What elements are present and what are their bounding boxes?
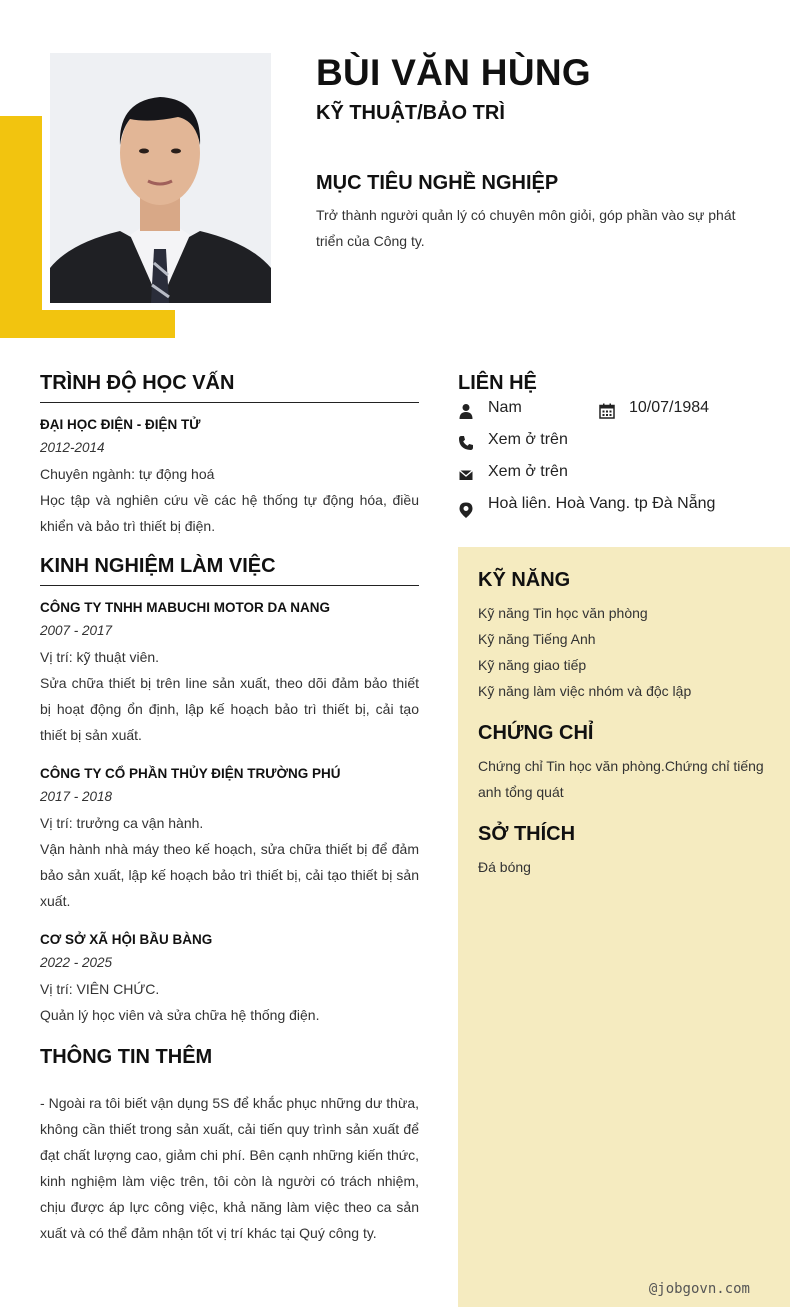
experience-role: Vị trí: VIÊN CHỨC.	[40, 981, 160, 997]
email-value: Xem ở trên	[488, 463, 568, 480]
company-name: CÔNG TY TNHH MABUCHI MOTOR DA NANG	[40, 600, 330, 615]
candidate-name: BÙI VĂN HÙNG	[316, 52, 591, 93]
location-pin-icon	[458, 501, 474, 519]
contact-row-phone	[458, 429, 790, 461]
experience-period: 2022 - 2025	[40, 955, 113, 970]
experience-role: Vị trí: kỹ thuật viên.	[40, 649, 160, 665]
sidebar-content	[478, 569, 768, 880]
person-icon	[458, 403, 474, 419]
experience-period: 2017 - 2018	[40, 789, 113, 804]
watermark: @jobgovn.com	[648, 1281, 750, 1297]
skills-heading: KỸ NĂNG	[478, 569, 571, 591]
experience-description: Vận hành nhà máy theo kế hoạch, sửa chữa thiết bị để đảm bảo sản xuất, lập kế hoạch bảo trì thiết bị, cải tạo thiết bị sản xuất.	[40, 841, 419, 909]
experience-section-header	[40, 555, 419, 586]
contact-row-email	[458, 461, 790, 493]
profile-photo	[50, 53, 271, 303]
experience-role: Vị trí: trưởng ca vận hành.	[40, 815, 204, 831]
objective-heading: MỤC TIÊU NGHỀ NGHIỆP	[316, 172, 559, 194]
school-name: ĐẠI HỌC ĐIỆN - ĐIỆN TỬ	[40, 417, 201, 432]
education-entry	[40, 415, 419, 539]
additional-text: - Ngoài ra tôi biết vận dụng 5S để khắc phục những dư thừa, không cần thiết trong sản xuất, cải tiến quy trình sản xuất để đạt chất lượng cao, giảm chi phí. Bên cạnh những kiến thức, kinh nghiệm làm việc trên, tôi còn là người có trách nhiệm, chịu được áp lực công việc, khả năng làm việc theo ca sản xuất và có thể đảm nhận tốt vị trí khác tại Quý công ty.	[40, 1095, 419, 1241]
sidebar-panel	[458, 547, 790, 1307]
contact-heading: LIÊN HỆ	[458, 372, 537, 394]
company-name: CƠ SỞ XÃ HỘI BẦU BÀNG	[40, 932, 213, 947]
skill-item: Kỹ năng Tiếng Anh	[478, 631, 596, 647]
accent-bar-horizontal	[0, 310, 175, 338]
additional-section-header	[40, 1046, 419, 1076]
calendar-icon	[599, 403, 615, 419]
experience-entry	[40, 764, 419, 914]
education-period: 2012-2014	[40, 440, 105, 455]
hobbies-text: Đá bóng	[478, 859, 531, 875]
education-section-header	[40, 372, 419, 403]
hobbies-heading: SỞ THÍCH	[478, 823, 576, 845]
gender-value: Nam	[488, 399, 522, 416]
accent-bar-vertical	[0, 116, 42, 338]
education-description: Học tập và nghiên cứu về các hệ thống tự động hóa, điều khiển và bảo trì thiết bị điện.	[40, 492, 419, 534]
experience-description: Quản lý học viên và sửa chữa hệ thống điện.	[40, 1007, 320, 1023]
experience-description: Sửa chữa thiết bị trên line sản xuất, theo dõi đảm bảo thiết bị hoạt động ổn định, lập kế hoạch bảo trì thiết bị, cải tạo thiết bị sản xuất.	[40, 675, 419, 743]
address-value: Hoà liên. Hoà Vang. tp Đà Nẵng	[488, 495, 716, 512]
contact-row-gender-birthdate	[458, 397, 790, 429]
certificates-heading: CHỨNG CHỈ	[478, 722, 594, 744]
experience-heading: KINH NGHIỆM LÀM VIỆC	[40, 555, 276, 577]
experience-period: 2007 - 2017	[40, 623, 113, 638]
additional-heading: THÔNG TIN THÊM	[40, 1046, 213, 1068]
birthdate-value: 10/07/1984	[629, 399, 710, 416]
phone-icon	[458, 435, 474, 451]
skill-item: Kỹ năng làm việc nhóm và độc lập	[478, 683, 692, 699]
skill-item: Kỹ năng Tin học văn phòng	[478, 605, 648, 621]
objective-text: Trở thành người quản lý có chuyên môn giỏi, góp phần vào sự phát triển của Công ty.	[316, 207, 736, 249]
phone-value: Xem ở trên	[488, 431, 568, 448]
education-major: Chuyên ngành: tự động hoá	[40, 466, 215, 482]
experience-entry	[40, 930, 419, 1028]
mail-icon	[458, 467, 474, 483]
education-heading: TRÌNH ĐỘ HỌC VẤN	[40, 372, 235, 394]
experience-entry	[40, 598, 419, 748]
left-column	[40, 372, 419, 1246]
skill-item: Kỹ năng giao tiếp	[478, 657, 587, 673]
contact-section	[458, 372, 790, 525]
certificates-text: Chứng chỉ Tin học văn phòng.Chứng chỉ tiếng anh tổng quát	[478, 758, 764, 800]
job-position: KỸ THUẬT/BẢO TRÌ	[316, 102, 505, 124]
company-name: CÔNG TY CỔ PHẦN THỦY ĐIỆN TRƯỜNG PHÚ	[40, 766, 341, 781]
contact-row-address	[458, 493, 790, 525]
